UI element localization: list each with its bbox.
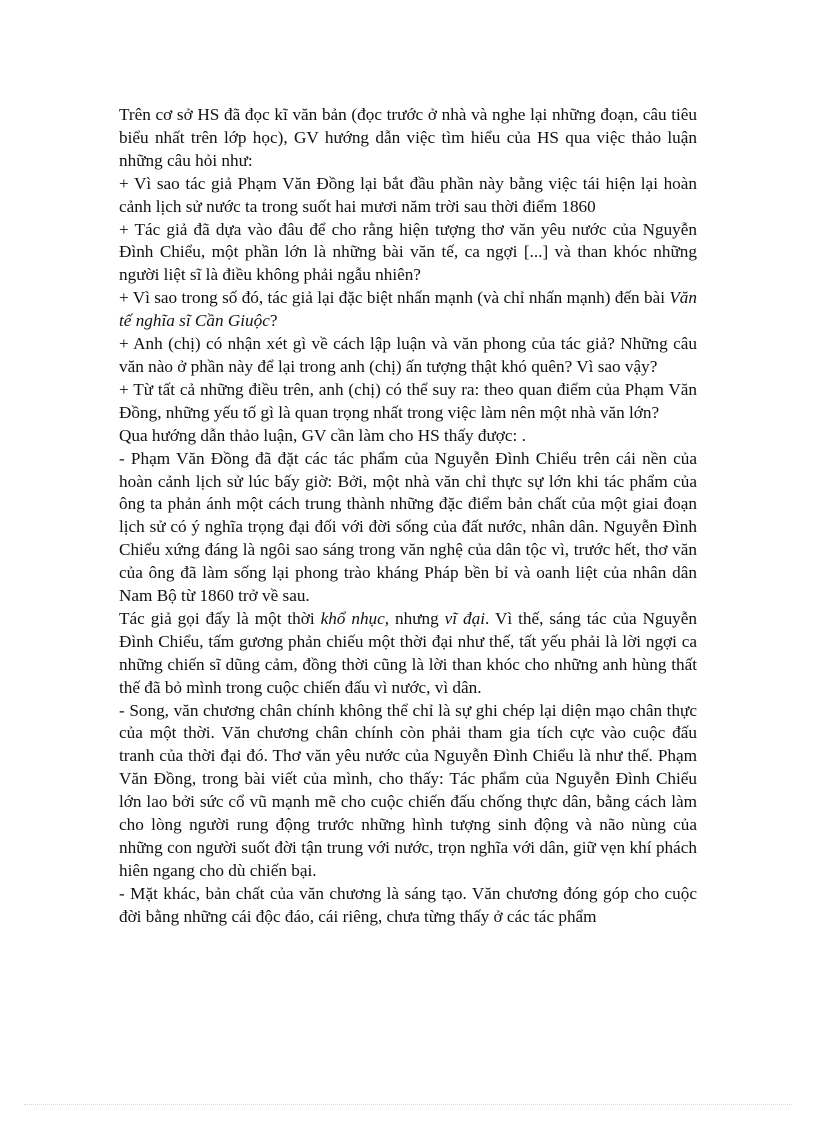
question-5: + Từ tất cả những điều trên, anh (chị) có thể suy ra: theo quan điểm của Phạm Văn Đồng, những yếu tố gì là quan trọng nhất trong việc làm nên một nhà văn lớn? [119,379,697,422]
question-3-text: + Vì sao trong số đó, tác giả lại đặc biệt nhấn mạnh (và chỉ nhấn mạnh) đến bài [119,288,670,308]
question-3-end: ? [269,311,278,331]
point-creativity: - Mặt khác, bản chất của văn chương là sáng tạo. Văn chương đóng góp cho cuộc đời bằng những cái độc đáo, cái riêng, chưa từng thấy ở các tác phẩm [119,883,697,926]
guidance-intro: Qua hướng dẫn thảo luận, GV cần làm cho HS thấy được: . [119,425,526,445]
point-era [119,608,697,700]
question-1: + Vì sao tác giả Phạm Văn Đồng lại bắt đầu phần này bằng việc tái hiện lại hoàn cảnh lịch sử nước ta trong suốt hai mươi năm trời sau thời điểm 1860 [119,173,697,216]
intro-paragraph: Trên cơ sở HS đã đọc kĩ văn bản (đọc trước ở nhà và nghe lại những đoạn, câu tiêu biểu nhất trên lớp học), GV hướng dẫn việc tìm hiểu của HS qua việc thảo luận những câu hỏi như: [119,105,697,170]
era-text-1: Tác giả gọi đấy là một thời [119,608,321,628]
page-bottom-rule [24,1104,792,1105]
era-italic-1: khổ nhục, [320,608,390,628]
question-2: + Tác giả đã dựa vào đâu để cho rằng hiện tượng thơ văn yêu nước của Nguyễn Đình Chiểu, một phần lớn là những bài văn tế, ca ngợi [...] và than khóc những người liệt sĩ là điều không phải ngẫu nhiên? [119,219,697,285]
era-text-2: nhưng [389,608,445,628]
era-italic-2: vĩ đại [444,608,485,628]
work-title-van-te: Văn tế nghĩa sĩ Cần Giuộc [119,288,697,331]
question-4: + Anh (chị) có nhận xét gì về cách lập luận và văn phong của tác giả? Những câu văn nào ở phần này để lại trong anh (chị) ấn tượng thật khó quên? Vì sao vậy? [119,334,697,376]
point-true-literature: - Song, văn chương chân chính không thể chỉ là sự ghi chép lại diện mạo chân thực của một thời. Văn chương chân chính còn phải tham gia tích cực vào cuộc đấu tranh của thời đại đó. Thơ văn yêu nước của Nguyễn Đình Chiểu là như thế. Phạm Văn Đồng, trong bài viết của mình, cho thấy: Tác phẩm của Nguyễn Đình Chiểu lớn lao bởi sức cổ vũ mạnh mẽ cho cuộc chiến đấu chống thực dân, bằng cách làm cho lòng người rung động trước những hình tượng sinh động và não nùng của những con người suốt đời tận trung với nước, trọn nghĩa với dân, giữ vẹn khí phách hiên ngang cho dù chiến bại. [119,700,697,880]
document-body [119,104,697,929]
point-historical-context: - Phạm Văn Đồng đã đặt các tác phẩm của Nguyễn Đình Chiểu trên cái nền của hoàn cảnh lịch sử lúc bấy giờ: Bởi, một nhà văn chỉ thực sự lớn khi tác phẩm của ông ta phản ánh một cách trung thành những đặc điểm bản chất của một giai đoạn lịch sử có ý nghĩa trọng đại đối với đời sống của đất nước, nhân dân. Nguyễn Đình Chiểu xứng đáng là ngôi sao sáng trong văn nghệ của dân tộc vì, trước hết, thơ văn của ông đã làm sống lại phong trào kháng Pháp bền bỉ và oanh liệt của nhân dân Nam Bộ từ 1860 trở về sau. [119,448,697,606]
question-3 [119,287,697,333]
era-text-3: . Vì thế, sáng tác của Nguyễn Đình Chiểu, tấm gương phản chiếu một thời đại như thế, tất yếu phải là lời ngợi ca những chiến sĩ dũng cảm, đồng thời cũng là lời than khóc cho những anh hùng thất thế đã bỏ mình trong cuộc chiến đấu vì nước, vì dân. [119,608,697,697]
